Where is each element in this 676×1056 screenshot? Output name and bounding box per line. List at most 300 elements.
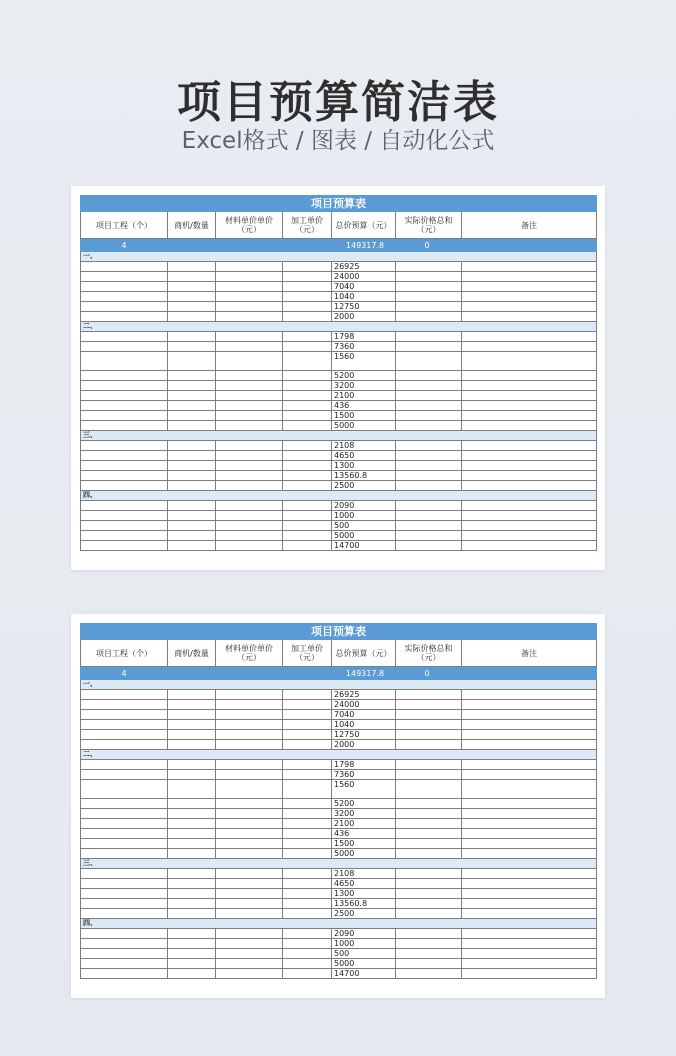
table-cell[interactable]: [216, 521, 283, 531]
table-cell[interactable]: [283, 690, 332, 700]
table-cell[interactable]: [216, 939, 283, 949]
total-budget-cell[interactable]: 2090: [332, 501, 396, 511]
table-cell[interactable]: [81, 391, 168, 401]
table-cell[interactable]: [216, 899, 283, 909]
total-budget-cell[interactable]: 2000: [332, 312, 396, 322]
total-budget-cell[interactable]: 1500: [332, 411, 396, 421]
table-cell[interactable]: [81, 371, 168, 381]
table-cell[interactable]: [396, 939, 462, 949]
table-cell[interactable]: [216, 501, 283, 511]
table-cell[interactable]: [81, 352, 168, 371]
table-cell[interactable]: [81, 451, 168, 461]
table-cell[interactable]: [283, 730, 332, 740]
table-cell[interactable]: [81, 282, 168, 292]
table-cell[interactable]: [462, 352, 597, 371]
table-cell[interactable]: [81, 889, 168, 899]
table-cell[interactable]: [283, 720, 332, 730]
total-budget-cell[interactable]: 1040: [332, 720, 396, 730]
table-cell[interactable]: [216, 879, 283, 889]
table-cell[interactable]: [216, 869, 283, 879]
table-cell[interactable]: [168, 481, 216, 491]
table-cell[interactable]: [81, 849, 168, 859]
table-cell[interactable]: [216, 959, 283, 969]
total-budget-cell[interactable]: 2090: [332, 929, 396, 939]
table-cell[interactable]: [216, 292, 283, 302]
table-cell[interactable]: [216, 799, 283, 809]
total-budget-cell[interactable]: 5000: [332, 849, 396, 859]
total-budget-cell[interactable]: 2500: [332, 909, 396, 919]
table-cell[interactable]: [283, 531, 332, 541]
table-cell[interactable]: [283, 869, 332, 879]
column-header[interactable]: 实际价格总和（元）: [396, 640, 462, 667]
table-cell[interactable]: [396, 292, 462, 302]
table-cell[interactable]: [462, 421, 597, 431]
table-cell[interactable]: [396, 969, 462, 979]
table-cell[interactable]: [81, 939, 168, 949]
column-header[interactable]: 实际价格总和（元）: [396, 212, 462, 239]
table-cell[interactable]: [81, 799, 168, 809]
table-cell[interactable]: [283, 799, 332, 809]
table-cell[interactable]: [396, 342, 462, 352]
summary-cell[interactable]: [168, 667, 216, 680]
table-cell[interactable]: [168, 969, 216, 979]
table-cell[interactable]: [168, 541, 216, 551]
table-cell[interactable]: [81, 899, 168, 909]
table-cell[interactable]: [216, 461, 283, 471]
table-cell[interactable]: [396, 849, 462, 859]
table-cell[interactable]: [396, 889, 462, 899]
table-cell[interactable]: [168, 710, 216, 720]
table-cell[interactable]: [81, 411, 168, 421]
table-cell[interactable]: [216, 730, 283, 740]
table-cell[interactable]: [216, 710, 283, 720]
column-header[interactable]: 材料单价单价（元）: [216, 640, 283, 667]
summary-count[interactable]: 4: [81, 667, 168, 680]
table-cell[interactable]: [168, 302, 216, 312]
table-cell[interactable]: [462, 809, 597, 819]
total-budget-cell[interactable]: 5000: [332, 421, 396, 431]
table-cell[interactable]: [216, 949, 283, 959]
total-budget-cell[interactable]: 14700: [332, 541, 396, 551]
total-budget-cell[interactable]: 500: [332, 949, 396, 959]
table-cell[interactable]: [81, 909, 168, 919]
table-cell[interactable]: [216, 780, 283, 799]
table-cell[interactable]: [81, 969, 168, 979]
table-cell[interactable]: [216, 401, 283, 411]
table-cell[interactable]: [396, 401, 462, 411]
table-cell[interactable]: [396, 421, 462, 431]
table-cell[interactable]: [462, 541, 597, 551]
table-cell[interactable]: [168, 262, 216, 272]
table-cell[interactable]: [216, 371, 283, 381]
total-budget-cell[interactable]: 5000: [332, 531, 396, 541]
table-cell[interactable]: [168, 471, 216, 481]
summary-totals[interactable]: [332, 667, 462, 680]
table-cell[interactable]: [216, 909, 283, 919]
table-cell[interactable]: [396, 352, 462, 371]
table-cell[interactable]: [168, 899, 216, 909]
column-header[interactable]: 加工单价（元）: [283, 212, 332, 239]
table-cell[interactable]: [168, 760, 216, 770]
total-budget-cell[interactable]: 1300: [332, 889, 396, 899]
total-budget-cell[interactable]: 1040: [332, 292, 396, 302]
table-cell[interactable]: [283, 809, 332, 819]
total-budget-cell[interactable]: 13560.8: [332, 899, 396, 909]
total-budget-cell[interactable]: 1300: [332, 461, 396, 471]
table-cell[interactable]: [216, 849, 283, 859]
table-cell[interactable]: [216, 391, 283, 401]
table-cell[interactable]: [168, 700, 216, 710]
table-cell[interactable]: [81, 839, 168, 849]
total-budget-cell[interactable]: 14700: [332, 969, 396, 979]
table-cell[interactable]: [168, 282, 216, 292]
table-cell[interactable]: [216, 760, 283, 770]
table-cell[interactable]: [216, 411, 283, 421]
table-cell[interactable]: [462, 949, 597, 959]
total-budget-cell[interactable]: 12750: [332, 730, 396, 740]
table-cell[interactable]: [168, 730, 216, 740]
table-cell[interactable]: [462, 730, 597, 740]
table-cell[interactable]: [283, 391, 332, 401]
table-cell[interactable]: [81, 381, 168, 391]
table-cell[interactable]: [216, 332, 283, 342]
table-cell[interactable]: [283, 501, 332, 511]
table-cell[interactable]: [216, 929, 283, 939]
table-cell[interactable]: [462, 262, 597, 272]
table-cell[interactable]: [462, 799, 597, 809]
table-cell[interactable]: [81, 262, 168, 272]
table-cell[interactable]: [396, 302, 462, 312]
table-cell[interactable]: [283, 481, 332, 491]
table-cell[interactable]: [283, 302, 332, 312]
summary-cell[interactable]: [216, 239, 283, 252]
table-cell[interactable]: [396, 869, 462, 879]
table-cell[interactable]: [168, 929, 216, 939]
total-budget-cell[interactable]: 5000: [332, 959, 396, 969]
total-budget-cell[interactable]: 12750: [332, 302, 396, 312]
total-budget-cell[interactable]: 2100: [332, 819, 396, 829]
table-cell[interactable]: [462, 969, 597, 979]
column-header[interactable]: 商机/数量: [168, 212, 216, 239]
table-cell[interactable]: [462, 411, 597, 421]
table-cell[interactable]: [168, 770, 216, 780]
table-cell[interactable]: [462, 302, 597, 312]
table-cell[interactable]: [283, 312, 332, 322]
table-cell[interactable]: [396, 879, 462, 889]
table-cell[interactable]: [168, 441, 216, 451]
table-cell[interactable]: [462, 461, 597, 471]
table-cell[interactable]: [283, 371, 332, 381]
table-cell[interactable]: [168, 819, 216, 829]
total-budget-cell[interactable]: 26925: [332, 690, 396, 700]
total-budget-cell[interactable]: 1798: [332, 332, 396, 342]
table-cell[interactable]: [283, 899, 332, 909]
table-cell[interactable]: [396, 521, 462, 531]
summary-totals[interactable]: [332, 239, 462, 252]
table-cell[interactable]: [216, 312, 283, 322]
table-cell[interactable]: [168, 909, 216, 919]
table-cell[interactable]: [462, 889, 597, 899]
table-cell[interactable]: [396, 272, 462, 282]
table-cell[interactable]: [81, 770, 168, 780]
table-cell[interactable]: [81, 292, 168, 302]
section-label[interactable]: 三、: [81, 431, 597, 441]
table-cell[interactable]: [283, 401, 332, 411]
table-cell[interactable]: [396, 700, 462, 710]
table-cell[interactable]: [168, 371, 216, 381]
table-cell[interactable]: [81, 929, 168, 939]
table-cell[interactable]: [462, 292, 597, 302]
table-cell[interactable]: [462, 531, 597, 541]
table-cell[interactable]: [216, 889, 283, 899]
table-cell[interactable]: [396, 461, 462, 471]
table-cell[interactable]: [396, 909, 462, 919]
table-cell[interactable]: [462, 282, 597, 292]
column-header[interactable]: 总价预算（元）: [332, 212, 396, 239]
table-cell[interactable]: [168, 939, 216, 949]
summary-cell[interactable]: [462, 667, 597, 680]
table-cell[interactable]: [462, 879, 597, 889]
table-cell[interactable]: [462, 909, 597, 919]
table-cell[interactable]: [283, 700, 332, 710]
table-cell[interactable]: [81, 819, 168, 829]
table-cell[interactable]: [168, 720, 216, 730]
table-cell[interactable]: [396, 929, 462, 939]
table-cell[interactable]: [168, 839, 216, 849]
table-cell[interactable]: [81, 809, 168, 819]
table-cell[interactable]: [396, 501, 462, 511]
table-cell[interactable]: [396, 441, 462, 451]
table-cell[interactable]: [81, 700, 168, 710]
table-cell[interactable]: [396, 481, 462, 491]
table-cell[interactable]: [396, 451, 462, 461]
table-cell[interactable]: [81, 879, 168, 889]
table-cell[interactable]: [216, 262, 283, 272]
table-cell[interactable]: [168, 531, 216, 541]
table-cell[interactable]: [216, 441, 283, 451]
total-budget-cell[interactable]: 2000: [332, 740, 396, 750]
table-cell[interactable]: [462, 272, 597, 282]
table-cell[interactable]: [462, 959, 597, 969]
total-budget-cell[interactable]: 2108: [332, 441, 396, 451]
total-budget-cell[interactable]: 24000: [332, 700, 396, 710]
table-cell[interactable]: [283, 839, 332, 849]
table-cell[interactable]: [283, 541, 332, 551]
table-cell[interactable]: [168, 869, 216, 879]
table-cell[interactable]: [462, 700, 597, 710]
section-label[interactable]: 四、: [81, 919, 597, 929]
table-cell[interactable]: [216, 809, 283, 819]
table-cell[interactable]: [81, 730, 168, 740]
table-cell[interactable]: [168, 352, 216, 371]
column-header[interactable]: 材料单价单价（元）: [216, 212, 283, 239]
table-cell[interactable]: [168, 879, 216, 889]
table-cell[interactable]: [462, 342, 597, 352]
column-header[interactable]: 加工单价（元）: [283, 640, 332, 667]
table-cell[interactable]: [283, 332, 332, 342]
table-cell[interactable]: [462, 441, 597, 451]
table-cell[interactable]: [216, 720, 283, 730]
table-cell[interactable]: [81, 869, 168, 879]
table-cell[interactable]: [168, 849, 216, 859]
table-cell[interactable]: [283, 451, 332, 461]
total-budget-cell[interactable]: 1560: [332, 780, 396, 799]
table-cell[interactable]: [462, 451, 597, 461]
table-cell[interactable]: [81, 461, 168, 471]
table-cell[interactable]: [216, 272, 283, 282]
table-cell[interactable]: [81, 949, 168, 959]
table-cell[interactable]: [168, 421, 216, 431]
table-cell[interactable]: [283, 710, 332, 720]
table-cell[interactable]: [168, 391, 216, 401]
table-cell[interactable]: [462, 839, 597, 849]
table-cell[interactable]: [81, 531, 168, 541]
column-header[interactable]: 备注: [462, 640, 597, 667]
table-cell[interactable]: [216, 541, 283, 551]
table-cell[interactable]: [396, 720, 462, 730]
table-cell[interactable]: [283, 770, 332, 780]
table-cell[interactable]: [462, 780, 597, 799]
section-label[interactable]: 二、: [81, 322, 597, 332]
table-cell[interactable]: [216, 819, 283, 829]
table-cell[interactable]: [396, 799, 462, 809]
table-cell[interactable]: [168, 740, 216, 750]
table-cell[interactable]: [462, 829, 597, 839]
table-cell[interactable]: [396, 839, 462, 849]
table-cell[interactable]: [396, 730, 462, 740]
table-cell[interactable]: [462, 770, 597, 780]
table-cell[interactable]: [462, 819, 597, 829]
total-budget-cell[interactable]: 436: [332, 401, 396, 411]
table-cell[interactable]: [396, 740, 462, 750]
summary-cell[interactable]: [283, 667, 332, 680]
table-cell[interactable]: [283, 272, 332, 282]
table-cell[interactable]: [396, 710, 462, 720]
table-cell[interactable]: [168, 461, 216, 471]
column-header[interactable]: 总价预算（元）: [332, 640, 396, 667]
section-label[interactable]: 二、: [81, 750, 597, 760]
total-budget-cell[interactable]: 2500: [332, 481, 396, 491]
table-cell[interactable]: [283, 381, 332, 391]
table-cell[interactable]: [168, 451, 216, 461]
table-cell[interactable]: [283, 849, 332, 859]
table-cell[interactable]: [283, 879, 332, 889]
table-cell[interactable]: [283, 262, 332, 272]
table-cell[interactable]: [216, 352, 283, 371]
table-cell[interactable]: [81, 342, 168, 352]
table-cell[interactable]: [216, 421, 283, 431]
table-cell[interactable]: [216, 282, 283, 292]
table-cell[interactable]: [81, 401, 168, 411]
table-cell[interactable]: [396, 371, 462, 381]
total-budget-cell[interactable]: 3200: [332, 381, 396, 391]
column-header[interactable]: 商机/数量: [168, 640, 216, 667]
total-budget-cell[interactable]: 7040: [332, 282, 396, 292]
table-cell[interactable]: [283, 969, 332, 979]
table-cell[interactable]: [81, 710, 168, 720]
table-cell[interactable]: [168, 501, 216, 511]
section-label[interactable]: 三、: [81, 859, 597, 869]
table-cell[interactable]: [462, 929, 597, 939]
table-cell[interactable]: [168, 889, 216, 899]
table-cell[interactable]: [283, 282, 332, 292]
table-cell[interactable]: [81, 780, 168, 799]
table-cell[interactable]: [396, 471, 462, 481]
table-cell[interactable]: [396, 332, 462, 342]
table-cell[interactable]: [216, 451, 283, 461]
total-budget-cell[interactable]: 7360: [332, 342, 396, 352]
table-cell[interactable]: [81, 720, 168, 730]
table-cell[interactable]: [396, 829, 462, 839]
total-budget-cell[interactable]: 500: [332, 521, 396, 531]
table-cell[interactable]: [396, 381, 462, 391]
table-cell[interactable]: [81, 541, 168, 551]
table-cell[interactable]: [168, 521, 216, 531]
table-cell[interactable]: [283, 441, 332, 451]
table-cell[interactable]: [168, 829, 216, 839]
table-cell[interactable]: [462, 899, 597, 909]
table-cell[interactable]: [462, 401, 597, 411]
table-cell[interactable]: [81, 501, 168, 511]
table-cell[interactable]: [283, 959, 332, 969]
table-cell[interactable]: [216, 829, 283, 839]
table-cell[interactable]: [216, 511, 283, 521]
table-cell[interactable]: [462, 849, 597, 859]
table-cell[interactable]: [283, 411, 332, 421]
table-cell[interactable]: [81, 471, 168, 481]
table-cell[interactable]: [396, 780, 462, 799]
table-cell[interactable]: [283, 939, 332, 949]
table-cell[interactable]: [283, 342, 332, 352]
table-cell[interactable]: [396, 411, 462, 421]
column-header[interactable]: 项目工程（个）: [81, 212, 168, 239]
table-cell[interactable]: [216, 839, 283, 849]
table-cell[interactable]: [283, 740, 332, 750]
total-budget-cell[interactable]: 4650: [332, 879, 396, 889]
table-cell[interactable]: [81, 481, 168, 491]
table-cell[interactable]: [396, 819, 462, 829]
table-cell[interactable]: [216, 770, 283, 780]
table-cell[interactable]: [462, 720, 597, 730]
table-cell[interactable]: [396, 770, 462, 780]
table-cell[interactable]: [81, 332, 168, 342]
table-cell[interactable]: [168, 799, 216, 809]
table-cell[interactable]: [216, 381, 283, 391]
table-cell[interactable]: [462, 740, 597, 750]
table-cell[interactable]: [283, 471, 332, 481]
total-budget-cell[interactable]: 1798: [332, 760, 396, 770]
total-budget-cell[interactable]: 1560: [332, 352, 396, 371]
total-budget-cell[interactable]: 436: [332, 829, 396, 839]
table-cell[interactable]: [283, 829, 332, 839]
table-cell[interactable]: [462, 521, 597, 531]
table-cell[interactable]: [168, 292, 216, 302]
summary-cell[interactable]: [283, 239, 332, 252]
table-cell[interactable]: [462, 511, 597, 521]
table-cell[interactable]: [396, 760, 462, 770]
table-cell[interactable]: [168, 342, 216, 352]
table-cell[interactable]: [462, 481, 597, 491]
total-budget-cell[interactable]: 7040: [332, 710, 396, 720]
table-cell[interactable]: [216, 342, 283, 352]
table-cell[interactable]: [396, 809, 462, 819]
section-label[interactable]: 四、: [81, 491, 597, 501]
table-cell[interactable]: [396, 531, 462, 541]
table-cell[interactable]: [462, 501, 597, 511]
table-cell[interactable]: [168, 511, 216, 521]
table-cell[interactable]: [462, 312, 597, 322]
column-header[interactable]: 备注: [462, 212, 597, 239]
